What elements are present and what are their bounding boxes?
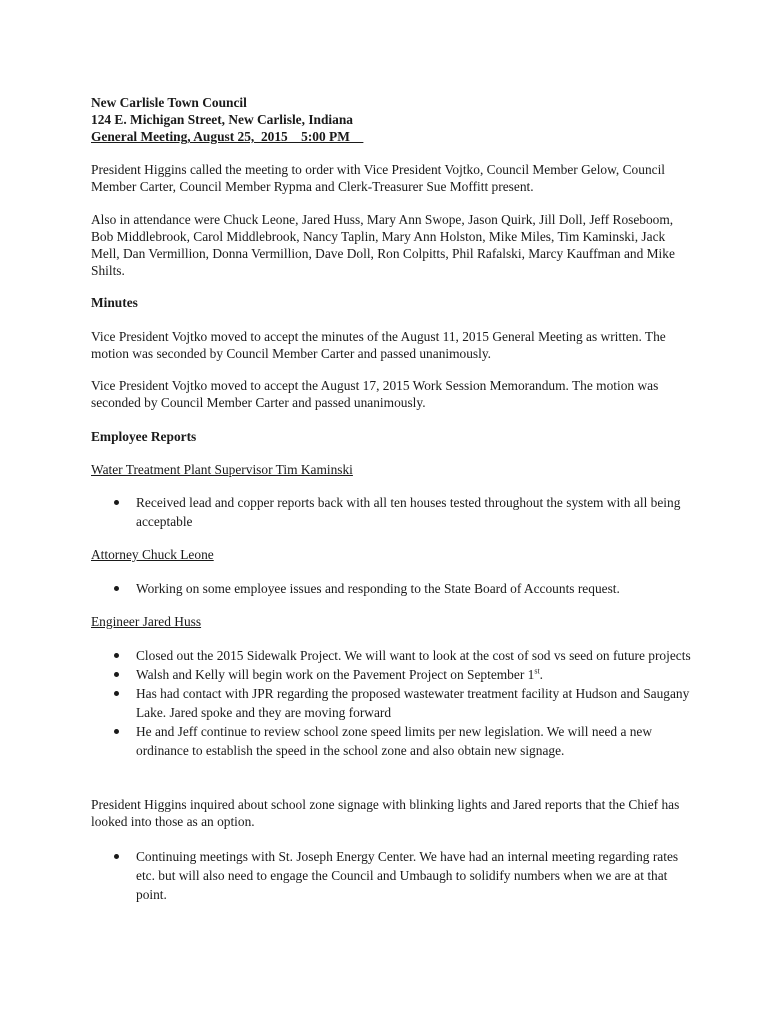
- employee-reports-heading: Employee Reports: [91, 429, 197, 444]
- list-item: [91, 665, 691, 684]
- attorney-report-list: [91, 579, 691, 598]
- water-supervisor-title: Water Treatment Plant Supervisor Tim Kaminski: [91, 462, 353, 477]
- list-item-text: Walsh and Kelly will begin work on the Pavement Project on September 1: [136, 667, 535, 682]
- continuing-list: [91, 847, 691, 904]
- attendance-paragraph: Also in attendance were Chuck Leone, Jared Huss, Mary Ann Swope, Jason Quirk, Jill Doll, Jeff Roseboom, Bob Middlebrook, Carol Middlebrook, Nancy Taplin, Mary Ann Holston, Mike Miles, Tim Kaminski, Jack Mell, Dan Vermillion, Donna Vermillion, Dave Doll, Ron Colpitts, Phil Rafalski, Marcy Kauffman and Mike Shilts.: [91, 212, 675, 278]
- org-name: New Carlisle Town Council: [91, 95, 247, 110]
- list-item: Closed out the 2015 Sidewalk Project. We will want to look at the cost of sod vs seed on future projects: [91, 646, 691, 665]
- header-block: [91, 94, 691, 145]
- opening-paragraph: President Higgins called the meeting to order with Vice President Vojtko, Council Member Gelow, Council Member Carter, Council Member Rypma and Clerk-Treasurer Sue Moffitt present.: [91, 162, 666, 194]
- inquiry-paragraph: President Higgins inquired about school zone signage with blinking lights and Jared reports that the Chief has looked into those as an option.: [91, 797, 680, 829]
- org-address: 124 E. Michigan Street, New Carlisle, Indiana: [91, 112, 353, 127]
- list-item: Received lead and copper reports back with all ten houses tested throughout the system with all being acceptable: [91, 493, 691, 531]
- meeting-line: General Meeting, August 25, 2015 5:00 PM__: [91, 129, 364, 144]
- list-item: Has had contact with JPR regarding the proposed wastewater treatment facility at Hudson and Saugany Lake. Jared spoke and they are moving forward: [91, 684, 691, 722]
- ordinal-suffix: st: [534, 666, 540, 676]
- list-item: Working on some employee issues and responding to the State Board of Accounts request.: [91, 579, 691, 598]
- list-item: He and Jeff continue to review school zone speed limits per new legislation. We will need a new ordinance to establish the speed in the school zone and also obtain new signage.: [91, 722, 691, 760]
- list-item-end: .: [539, 667, 544, 682]
- engineer-title: Engineer Jared Huss: [91, 614, 202, 629]
- list-item: Continuing meetings with St. Joseph Energy Center. We have had an internal meeting regarding rates etc. but will also need to engage the Council and Umbaugh to solidify numbers when we are at that point.: [91, 847, 691, 904]
- water-report-list: [91, 493, 691, 531]
- attorney-title: Attorney Chuck Leone: [91, 547, 214, 562]
- minutes-heading: Minutes: [91, 295, 138, 310]
- minutes-paragraph-1: Vice President Vojtko moved to accept the minutes of the August 11, 2015 General Meeting as written. The motion was seconded by Council Member Carter and passed unanimously.: [91, 329, 666, 361]
- minutes-paragraph-2: Vice President Vojtko moved to accept the August 17, 2015 Work Session Memorandum. The motion was seconded by Council Member Carter and passed unanimously.: [91, 378, 659, 410]
- engineer-report-list: [91, 646, 691, 760]
